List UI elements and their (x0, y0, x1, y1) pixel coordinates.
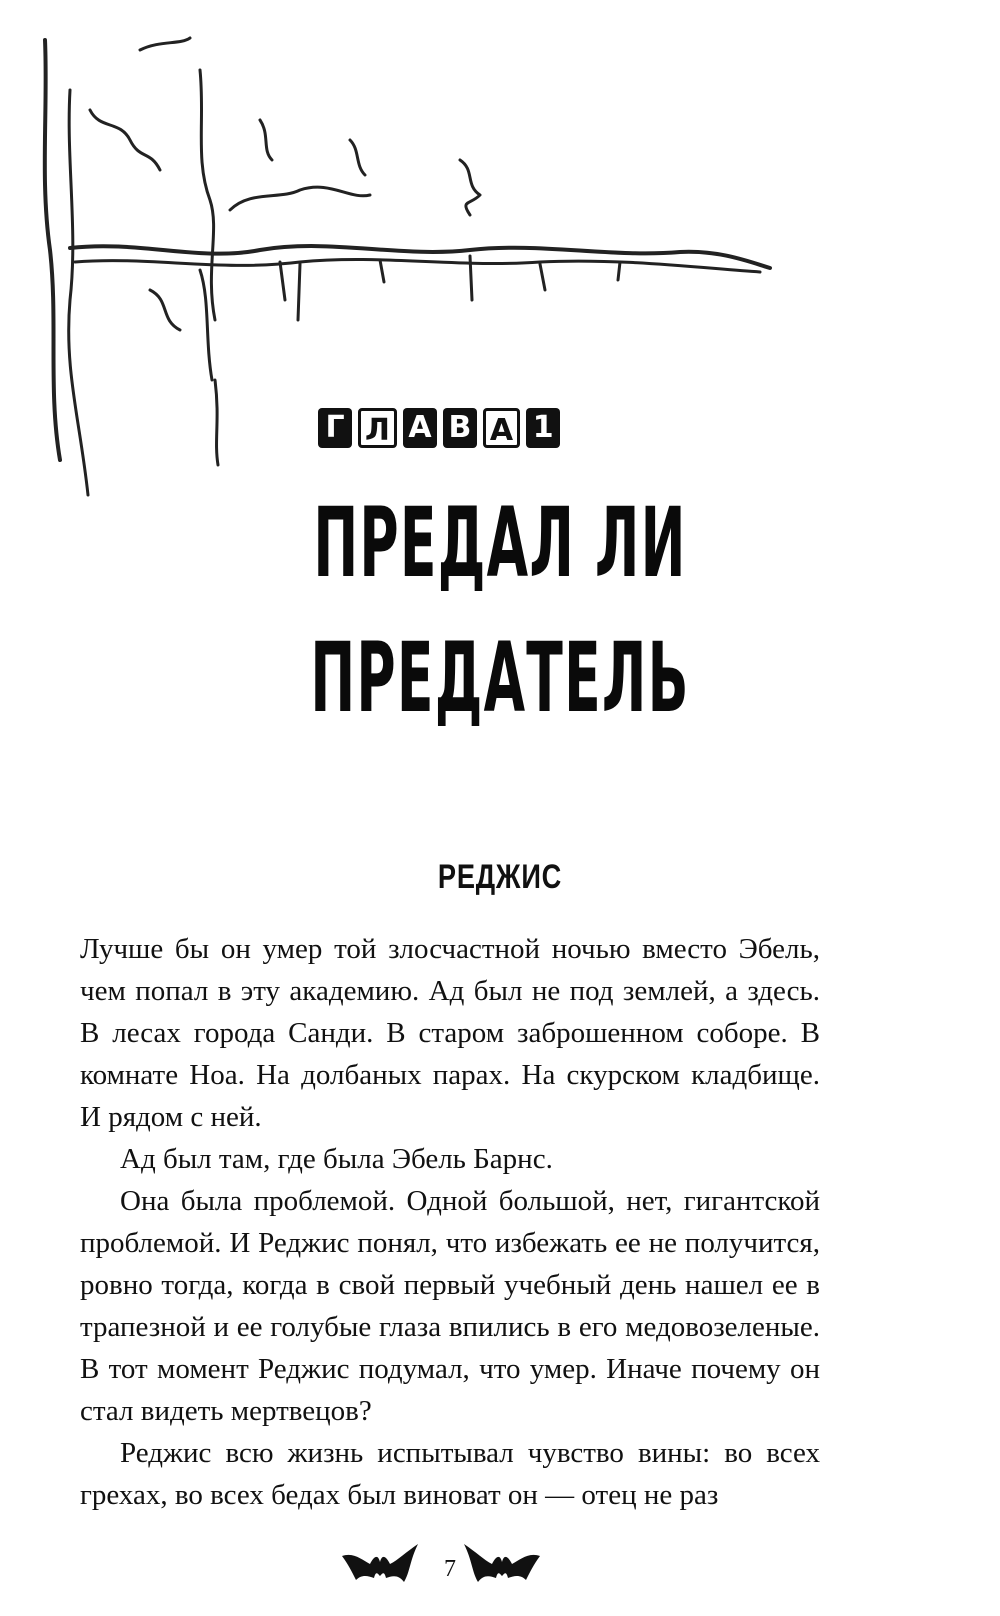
page-footer (0, 1538, 1000, 1598)
paragraph: Ад был там, где была Эбель Барнс. (120, 1143, 553, 1175)
chapter-letter: А (483, 408, 520, 448)
paragraph: Лучше бы он умер той злосчастной ночью вместо Эбель, чем попал в эту академию. Ад был не под землей, а здесь. В лесах города Санди. В старом заброшенном соборе. В комнате Ноа. На долбаных парах. На скурском кладбище. И рядом с ней. (80, 933, 820, 1133)
pov-heading: РЕДЖИС (437, 858, 563, 896)
chapter-letter: В (443, 408, 477, 448)
chapter-number: 1 (526, 408, 560, 448)
chapter-label (318, 408, 560, 448)
paragraph: Реджис всю жизнь испытывал чувство вины: во всех грехах, во всех бедах был виноват он — отец не раз (80, 1437, 820, 1511)
chapter-letter: Л (358, 408, 397, 448)
chapter-title-line-2: ПРЕДАТЕЛЬ (310, 622, 690, 734)
paragraph: Она была проблемой. Одной большой, нет, гигантской проблемой. И Реджис понял, что избежать ее не получится, ровно тогда, когда в свой первый учебный день нашел ее в трапезной и ее голубые глаза впились в его медовозеленые. В тот момент Реджис подумал, что умер. Иначе почему он стал видеть мертвецов? (80, 1185, 820, 1427)
bat-icon (340, 1538, 420, 1588)
bat-icon (462, 1538, 542, 1588)
chapter-letter: Г (318, 408, 352, 448)
chapter-title-line-1: ПРЕДАЛ ЛИ (313, 487, 687, 599)
page-number: 7 (444, 1556, 456, 1582)
body-text (80, 928, 820, 1516)
chapter-letter: А (403, 408, 437, 448)
